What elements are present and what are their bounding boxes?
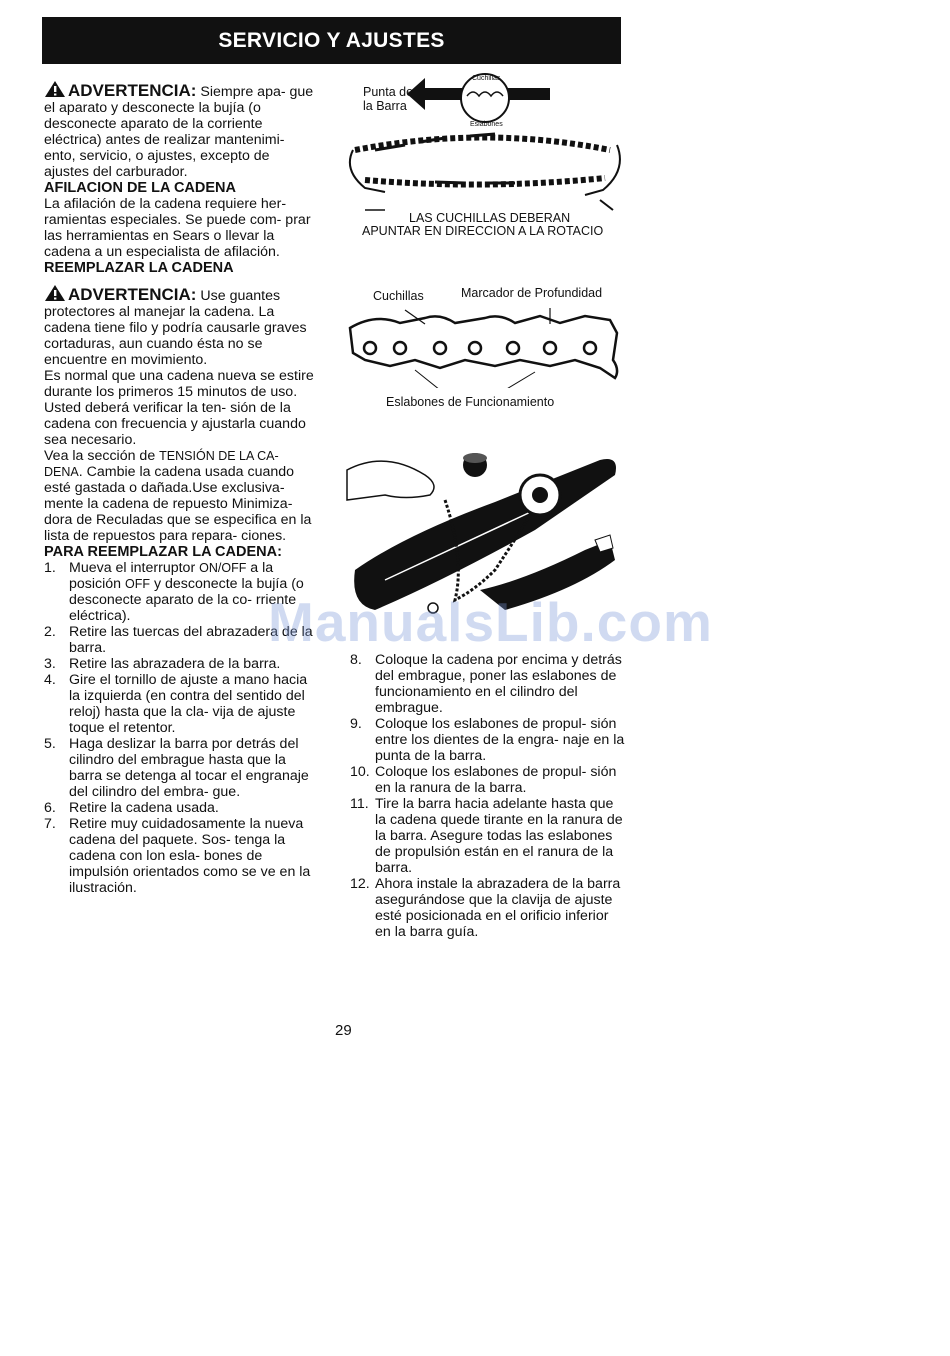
step-item	[44, 672, 316, 736]
step-text: Haga deslizar la barra por detrás del cilindro del embrague hasta que la barra se detenga al tocar el engranaje del cilindro del embra- gue.	[69, 736, 309, 800]
step-text: Coloque los eslabones de propul- sión entre los dientes de la engra- naje en la punta de la barra.	[375, 716, 625, 764]
left-column	[44, 80, 316, 896]
step-text: Retire muy cuidadosamente la nueva cadena del paquete. Sos- tenga la cadena con lon esla- bones de impulsión orientados como se ve en la ilustración.	[69, 816, 311, 896]
sharpen-text: La afilación de la cadena requiere her- ramientas especiales. Se puede com- prar las herramientas en Sears o llevar la cadena a un especialista de afilación.	[44, 196, 311, 260]
tiny-label-cutters: Cuchillas	[472, 75, 501, 82]
step-text: Gire el tornillo de ajuste a mano hacia la izquierda (en contra del sentido del reloj) hasta que la cla- vija de ajuste toque el retentor.	[69, 672, 308, 736]
warning-1	[44, 80, 316, 180]
step-number: 11.	[350, 796, 369, 812]
see-section-text	[44, 448, 316, 544]
page-number: 29	[335, 1022, 352, 1039]
warning-icon	[44, 284, 66, 302]
warning-label: ADVERTENCIA:	[68, 81, 197, 100]
step-text: a la posición	[69, 560, 274, 592]
step-text: Coloque los eslabones de propul- sión en la ranura de la barra.	[375, 764, 617, 796]
watermark: ManualsLib.com	[268, 591, 713, 653]
step-number: 6.	[44, 800, 56, 816]
tip-label-2: la Barra	[363, 99, 407, 113]
warning-label: ADVERTENCIA:	[68, 285, 197, 304]
step-number: 12.	[350, 876, 370, 892]
step-number: 7.	[44, 816, 56, 832]
steps-right	[350, 652, 625, 940]
step-item	[350, 876, 625, 940]
step-item	[350, 796, 625, 876]
warning-text: Siempre apa- gue el aparato y desconecte la bujía (o desconecte aparato de la corriente eléctrica) antes de realizar mantenimi- ento, servicio, o ajustes, excepto de ajustes del carburador.	[44, 84, 314, 180]
step-text: Retire las tuercas del abrazadera de la barra.	[69, 624, 313, 656]
step-text: y desconecte la bujía (o desconecte aparato de la co- rriente eléctrica).	[69, 576, 304, 624]
see-post: . Cambie la cadena usada cuando esté gastada o dañada.Use exclusiva- mente la cadena de repuesto Minimiza- dora de Reculadas que se especifica en la lista de repuestos para repara- ciones.	[44, 464, 312, 544]
step-item	[44, 800, 316, 816]
fig1-caption-1: LAS CUCHILLAS DEBERAN	[409, 211, 571, 225]
see-pre: Vea la sección de	[44, 448, 156, 464]
step-number: 10.	[350, 764, 370, 780]
section-title: SERVICIO Y AJUSTES	[218, 28, 445, 52]
depth-gauge-label: Marcador de Profundidad	[461, 286, 603, 300]
step-item	[44, 656, 316, 672]
step-number: 1.	[44, 560, 56, 576]
step-item	[350, 764, 625, 796]
section-header	[42, 17, 621, 64]
cutters-label: Cuchillas	[373, 289, 424, 303]
step-item	[350, 716, 625, 764]
drive-links-label: Eslabones de Funcionamiento	[386, 395, 555, 409]
normal-stretch-text: Es normal que una cadena nueva se estire durante los primeros 15 minutos de uso. Usted deberá verificar la ten- sión de la cadena con frecuencia y ajustarla cuando sea necesario.	[44, 368, 314, 448]
step-number: 3.	[44, 656, 56, 672]
chain-parts-figure	[345, 298, 625, 388]
sharpen-heading: AFILACION DE LA CADENA	[44, 180, 236, 196]
step-number: 5.	[44, 736, 56, 752]
step-number: 9.	[350, 716, 362, 732]
replace-heading: REEMPLAZAR LA CADENA	[44, 260, 234, 276]
procedure-heading: PARA REEMPLAZAR LA CADENA:	[44, 544, 282, 560]
tiny-label-links: Eslabones	[470, 121, 503, 128]
warning-text: Use guantes protectores al manejar la cadena. La cadena tiene filo y podría causarle graves cortaduras, aun cuando ésta no se encuentre en movimiento.	[44, 288, 307, 368]
step-text: Retire la cadena usada.	[69, 800, 219, 816]
tip-label-1: Punta de	[363, 85, 414, 99]
step-text: Ahora instale la abrazadera de la barra asegurándose que la clavija de ajuste esté posicionada en el orificio inferior en la barra guía.	[375, 876, 621, 940]
step-number: 2.	[44, 624, 56, 640]
fig1-caption-2: APUNTAR EN DIRECCION A LA ROTACIO	[362, 224, 604, 238]
step-item	[44, 736, 316, 800]
step-item	[44, 816, 316, 896]
step-item	[350, 652, 625, 716]
step-number: 8.	[350, 652, 362, 668]
right-column	[350, 652, 625, 940]
step-text: Mueva el interruptor	[69, 560, 196, 576]
step-smallcaps: OFF	[125, 577, 151, 591]
warning-icon	[44, 80, 66, 98]
step-text: Retire las abrazadera de la barra.	[69, 656, 281, 672]
step-text: Tire la barra hacia adelante hasta que la cadena quede tirante en la ranura de la barra. Asegure todas las eslabones de propulsión están en el ranura de la barra.	[375, 796, 623, 876]
see-ref: TENSIÓN DE LA CA- DENA	[44, 449, 279, 479]
step-number: 4.	[44, 672, 56, 688]
step-text: Coloque la cadena por encima y detrás del embrague, poner las eslabones de funcionamiento en el cilindro del embrague.	[375, 652, 622, 716]
step-smallcaps: ON/OFF	[199, 561, 247, 575]
warning-2	[44, 284, 316, 368]
